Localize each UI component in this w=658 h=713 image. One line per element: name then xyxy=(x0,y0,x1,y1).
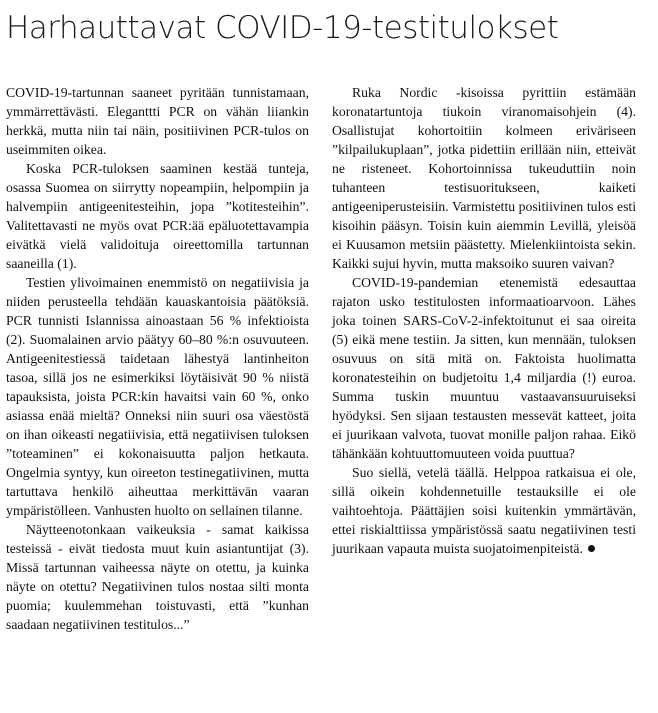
paragraph: Ruka Nordic -kisoissa pyrittiin estämään koronatartuntoja tiukoin viranomaisohjein (4). Osallistujat kohortoitiin kolmeen eriväriseen ”kilpailukuplaan”, jotka pidettiin erillään niin, etteivät ne risteneet. Kohortoinnissa tukeuduttiin noin tuhanteen testisuoritukseen, kaiketi antigeeniperusteisiin. Varmistettu positiivinen tulos esti kisoihin pääsyn. Toisin kuin aiemmin Levillä, yleisöä ei Kuusamon metsiin päästetty. Mielenkiintoista sekin. Kaikki sujui hyvin, mutta maksoiko suuren vaivan? xyxy=(332,85,636,271)
paragraph: Testien ylivoimainen enemmistö on negatiivisia ja niiden perusteella tehdään kauaskantoisia päätöksiä. PCR tunnisti Islannissa ainoastaan 56 % infektioista (2). Suomalainen arvio päätyy 60–80 %:n osuvuuteen. Antigeenitestiessä taidetaan lähestyä lantinheiton tasoa, sillä jos ne esimerkiksi löytäisivät 90 % niistä tapauksista, joista PCR:kin havaitsi vain 60 %, onko asiassa enää mieltä? Onneksi niin suuri osa väestöstä on ihan oikeasti negatiivisia, että negatiivisen tuloksen ”toteaminen” ei kokonaisuutta paljon hetkauta. Ongelmia syntyy, kun oireeton testinegatiivinen, mutta tartuttava henkilö aiheuttaa merkittävän vaaran ympäristölleen. Vanhusten huolto on sellainen tilanne. xyxy=(6,275,309,518)
paragraph: Koska PCR-tuloksen saaminen kestää tunteja, osassa Suomea on siirrytty nopeampiin, helpompiin ja halvempiin antigeenitesteihin, jopa ”kotitesteihin”. Valitettavasti ne myös ovat PCR:ää epäluotettavampia eivätkä vielä validoituja oireettomilla tartunnan saaneilla (1). xyxy=(6,161,309,271)
last-paragraph xyxy=(332,463,636,558)
article-title: Harhauttavat COVID-19-testitulokset xyxy=(6,10,559,46)
paragraph: Näytteenotonkaan vaikeuksia - samat kaikissa testeissä - eivät tiedosta muut kuin asiantuntijat (3). Missä tartunnan vaiheessa näyte on otettu, ja kuinka näyte on otettu? Negatiivinen tulos nostaa silti monta puomia; kuulemmehan toistuvasti, että ”kunhan saadaan negatiivinen testitulos...” xyxy=(6,522,309,632)
paragraph: COVID-19-tartunnan saaneet pyritään tunnistamaan, ymmärrettävästi. Eleganttti PCR on vähän liiankin herkkä, mutta niin tai näin, positiivinen PCR-tulos on useimmiten oikea. xyxy=(6,85,309,157)
left-column xyxy=(6,83,309,634)
right-column xyxy=(332,83,636,558)
paragraph-text: Suo siellä, vetelä täällä. Helppoa ratkaisua ei ole, sillä oikein kohdennetuille testauksille ei ole vaihtoehtoja. Päättäjien soisi kuitenkin ymmärtävän, ettei riskialttiissa ympäristössä saatu negatiivinen testi juurikaan vapauta muista suojatoimenpiteistä. xyxy=(332,465,636,556)
paragraph: COVID-19-pandemian etenemistä edesauttaa rajaton usko testitulosten informaatioarvoon. Lähes joka toinen SARS-CoV-2-infektoitunut ei saa oireita (5) eikä mene testiin. Ja sitten, kun mennään, tuloksen osuvuus on sitä mitä on. Faktoista huolimatta koronatesteihin on budjetoitu 1,4 miljardia (!) euroa. Summa tuskin muuntuu vastaavansuuruiseksi hyödyksi. Sen sijaan testausten messevät katteet, joita ei juurikaan valvota, tuovat monille paljon rahaa. Eikö tähänkään kohtuuttomuuteen voida puuttua? xyxy=(332,275,636,461)
end-of-article-bullet-icon xyxy=(588,545,595,552)
